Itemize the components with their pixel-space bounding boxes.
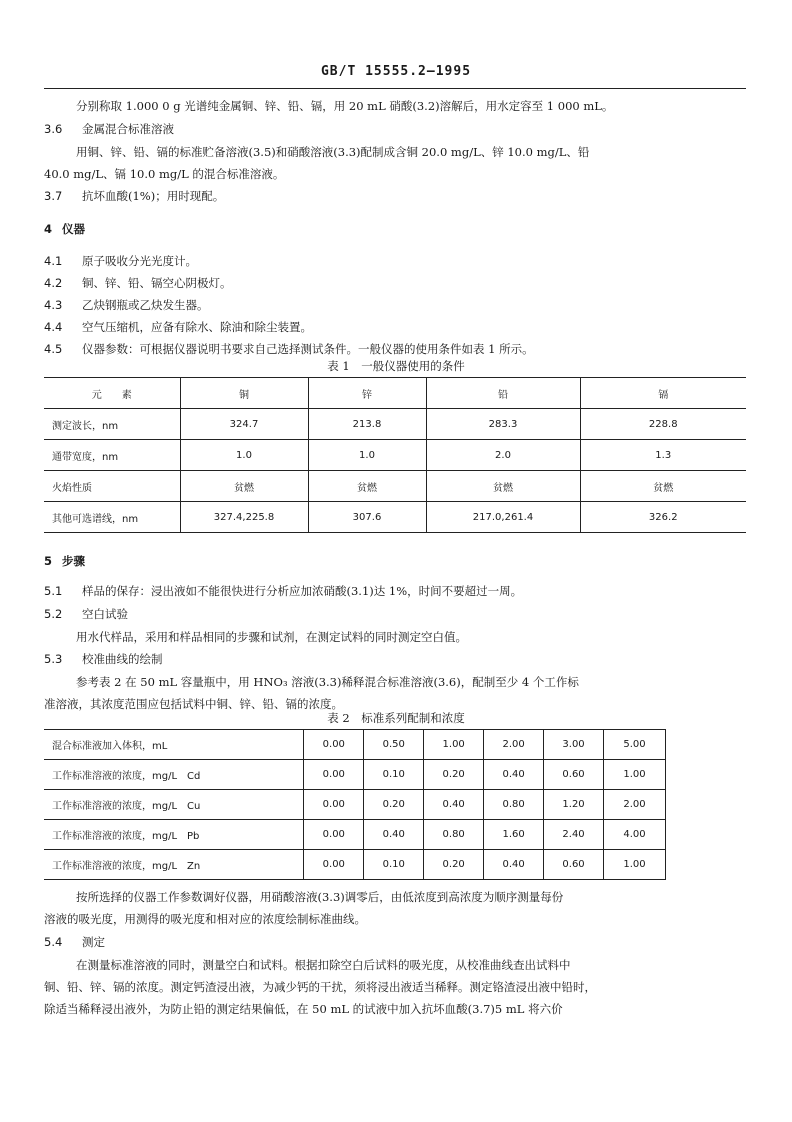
s4-title: 仪器: [62, 222, 85, 236]
table-cell: 工作标准溶液的浓度，mg/L Cu: [44, 790, 304, 820]
table-cell: 贫燃: [580, 471, 746, 502]
table-row: [44, 409, 746, 440]
table-cell: 0.20: [364, 790, 424, 820]
s54-line2: 铜、铅、锌、镉的浓度。测定钙渣浸出液，为减少钙的干扰，须将浸出液适当稀释。测定铬渣浸出液中铅时，: [44, 980, 596, 994]
table-cell: 1.0: [308, 440, 426, 471]
table-row: [44, 471, 746, 502]
table1-header-cell: 锌: [308, 378, 426, 409]
s4-number: 4: [44, 222, 53, 236]
table-cell: 2.00: [484, 730, 544, 760]
s44-text: 空气压缩机，应备有除水、除油和除尘装置。: [82, 320, 312, 334]
after-table2-line1: 按所选择的仪器工作参数调好仪器，用硝酸溶液(3.3)调零后，由低浓度到高浓度为顺序测量每份: [76, 890, 564, 904]
s45-text: 仪器参数：可根据仪器说明书要求自己选择测试条件。一般仪器的使用条件如表 1 所示。: [82, 342, 534, 356]
s44-number: 4.4: [44, 320, 63, 334]
table-cell: 2.00: [604, 790, 666, 820]
table-row: [44, 730, 666, 760]
s52-number: 5.2: [44, 607, 63, 621]
s41-number: 4.1: [44, 254, 63, 268]
s36-number: 3.6: [44, 122, 63, 136]
table-cell: 2.0: [426, 440, 580, 471]
page-header: GB/T 15555.2—1995: [320, 64, 472, 79]
table-cell: 2.40: [544, 820, 604, 850]
table-cell: 1.00: [604, 850, 666, 880]
table-cell: 0.00: [304, 790, 364, 820]
table-cell: 0.80: [484, 790, 544, 820]
table-cell: 0.10: [364, 850, 424, 880]
table-cell: 其他可选谱线，nm: [44, 502, 180, 533]
s36-title: 金属混合标准溶液: [82, 122, 174, 136]
table-cell: 工作标准溶液的浓度，mg/L Cd: [44, 760, 304, 790]
table-row: [44, 820, 666, 850]
s53-line1: 参考表 2 在 50 mL 容量瓶中，用 HNO₃ 溶液(3.3)稀释混合标准溶液(3.6)，配制至少 4 个工作标: [76, 675, 579, 689]
s54-number: 5.4: [44, 935, 63, 949]
s51-number: 5.1: [44, 584, 63, 598]
s53-number: 5.3: [44, 652, 63, 666]
s53-line2: 准溶液，其浓度范围应包括试料中铜、锌、铅、镉的浓度。: [44, 697, 343, 711]
table-cell: 测定波长，nm: [44, 409, 180, 440]
s42-number: 4.2: [44, 276, 63, 290]
table-row: [44, 790, 666, 820]
s35-continuation: 分别称取 1.000 0 g 光谱纯金属铜、锌、铅、镉，用 20 mL 硝酸(3.2)溶解后，用水定容至 1 000 mL。: [76, 99, 614, 113]
s37-text: 抗坏血酸(1%)；用时现配。: [82, 189, 225, 203]
table-cell: 1.0: [180, 440, 308, 471]
table-row: [44, 850, 666, 880]
table-cell: 0.20: [424, 760, 484, 790]
table-cell: 0.00: [304, 820, 364, 850]
table-cell: 0.20: [424, 850, 484, 880]
table-cell: 贫燃: [308, 471, 426, 502]
s53-title: 校准曲线的绘制: [82, 652, 163, 666]
table-cell: 3.00: [544, 730, 604, 760]
s5-title: 步骤: [62, 554, 85, 568]
table-cell: 0.40: [484, 760, 544, 790]
table-cell: 307.6: [308, 502, 426, 533]
table1-header-cell: 铅: [426, 378, 580, 409]
table-cell: 217.0,261.4: [426, 502, 580, 533]
after-table2-line2: 溶液的吸光度，用测得的吸光度和相对应的浓度绘制标准曲线。: [44, 912, 366, 926]
table1-header-cell: 镉: [580, 378, 746, 409]
s43-number: 4.3: [44, 298, 63, 312]
table-cell: 213.8: [308, 409, 426, 440]
table-cell: 0.50: [364, 730, 424, 760]
header-rule: [44, 88, 746, 89]
table-cell: 0.10: [364, 760, 424, 790]
table-cell: 0.60: [544, 760, 604, 790]
table-cell: 1.60: [484, 820, 544, 850]
table-cell: 0.60: [544, 850, 604, 880]
s54-line1: 在测量标准溶液的同时，测量空白和试料。根据扣除空白后试料的吸光度，从校准曲线查出试料中: [76, 958, 571, 972]
s54-title: 测定: [82, 935, 105, 949]
table-cell: 0.00: [304, 730, 364, 760]
table-cell: 贫燃: [426, 471, 580, 502]
table1-header-row: [44, 378, 746, 409]
table-row: [44, 760, 666, 790]
table2-caption: 表 2 标准系列配制和浓度: [327, 711, 465, 725]
table-row: [44, 440, 746, 471]
table-cell: 0.40: [364, 820, 424, 850]
table-cell: 0.40: [424, 790, 484, 820]
table-cell: 228.8: [580, 409, 746, 440]
table1-caption: 表 1 一般仪器使用的条件: [327, 359, 465, 373]
table1-header-cell: 铜: [180, 378, 308, 409]
table-cell: 327.4,225.8: [180, 502, 308, 533]
table2: [44, 729, 666, 880]
s41-text: 原子吸收分光光度计。: [82, 254, 197, 268]
table-cell: 工作标准溶液的浓度，mg/L Zn: [44, 850, 304, 880]
s5-number: 5: [44, 554, 53, 568]
s43-text: 乙炔钢瓶或乙炔发生器。: [82, 298, 209, 312]
table1: [44, 377, 746, 533]
table-cell: 通带宽度，nm: [44, 440, 180, 471]
s36-line1: 用铜、锌、铅、镉的标准贮备溶液(3.5)和硝酸溶液(3.3)配制成含铜 20.0 mg/L、锌 10.0 mg/L、铅: [76, 145, 590, 159]
table-cell: 混合标准液加入体积，mL: [44, 730, 304, 760]
table-cell: 324.7: [180, 409, 308, 440]
table-cell: 1.00: [604, 760, 666, 790]
s52-text: 用水代样品，采用和样品相同的步骤和试剂，在测定试料的同时测定空白值。: [76, 630, 467, 644]
table-cell: 0.40: [484, 850, 544, 880]
table-cell: 火焰性质: [44, 471, 180, 502]
table-cell: 4.00: [604, 820, 666, 850]
table-row: [44, 502, 746, 533]
table1-header-cell: 元 素: [44, 378, 180, 409]
table-cell: 1.00: [424, 730, 484, 760]
table-cell: 326.2: [580, 502, 746, 533]
s52-title: 空白试验: [82, 607, 128, 621]
s42-text: 铜、锌、铅、镉空心阴极灯。: [82, 276, 232, 290]
s54-line3: 除适当稀释浸出液外，为防止铅的测定结果偏低，在 50 mL 的试液中加入抗坏血酸(3.7)5 mL 将六价: [44, 1002, 563, 1016]
s36-line2: 40.0 mg/L、镉 10.0 mg/L 的混合标准溶液。: [44, 167, 285, 181]
table-cell: 工作标准溶液的浓度，mg/L Pb: [44, 820, 304, 850]
s37-number: 3.7: [44, 189, 63, 203]
table-cell: 1.20: [544, 790, 604, 820]
s45-number: 4.5: [44, 342, 63, 356]
s51-text: 样品的保存：浸出液如不能很快进行分析应加浓硝酸(3.1)达 1%，时间不要超过一周。: [82, 584, 523, 598]
table-cell: 0.00: [304, 760, 364, 790]
table-cell: 贫燃: [180, 471, 308, 502]
table-cell: 1.3: [580, 440, 746, 471]
table-cell: 283.3: [426, 409, 580, 440]
table-cell: 5.00: [604, 730, 666, 760]
table-cell: 0.00: [304, 850, 364, 880]
table-cell: 0.80: [424, 820, 484, 850]
